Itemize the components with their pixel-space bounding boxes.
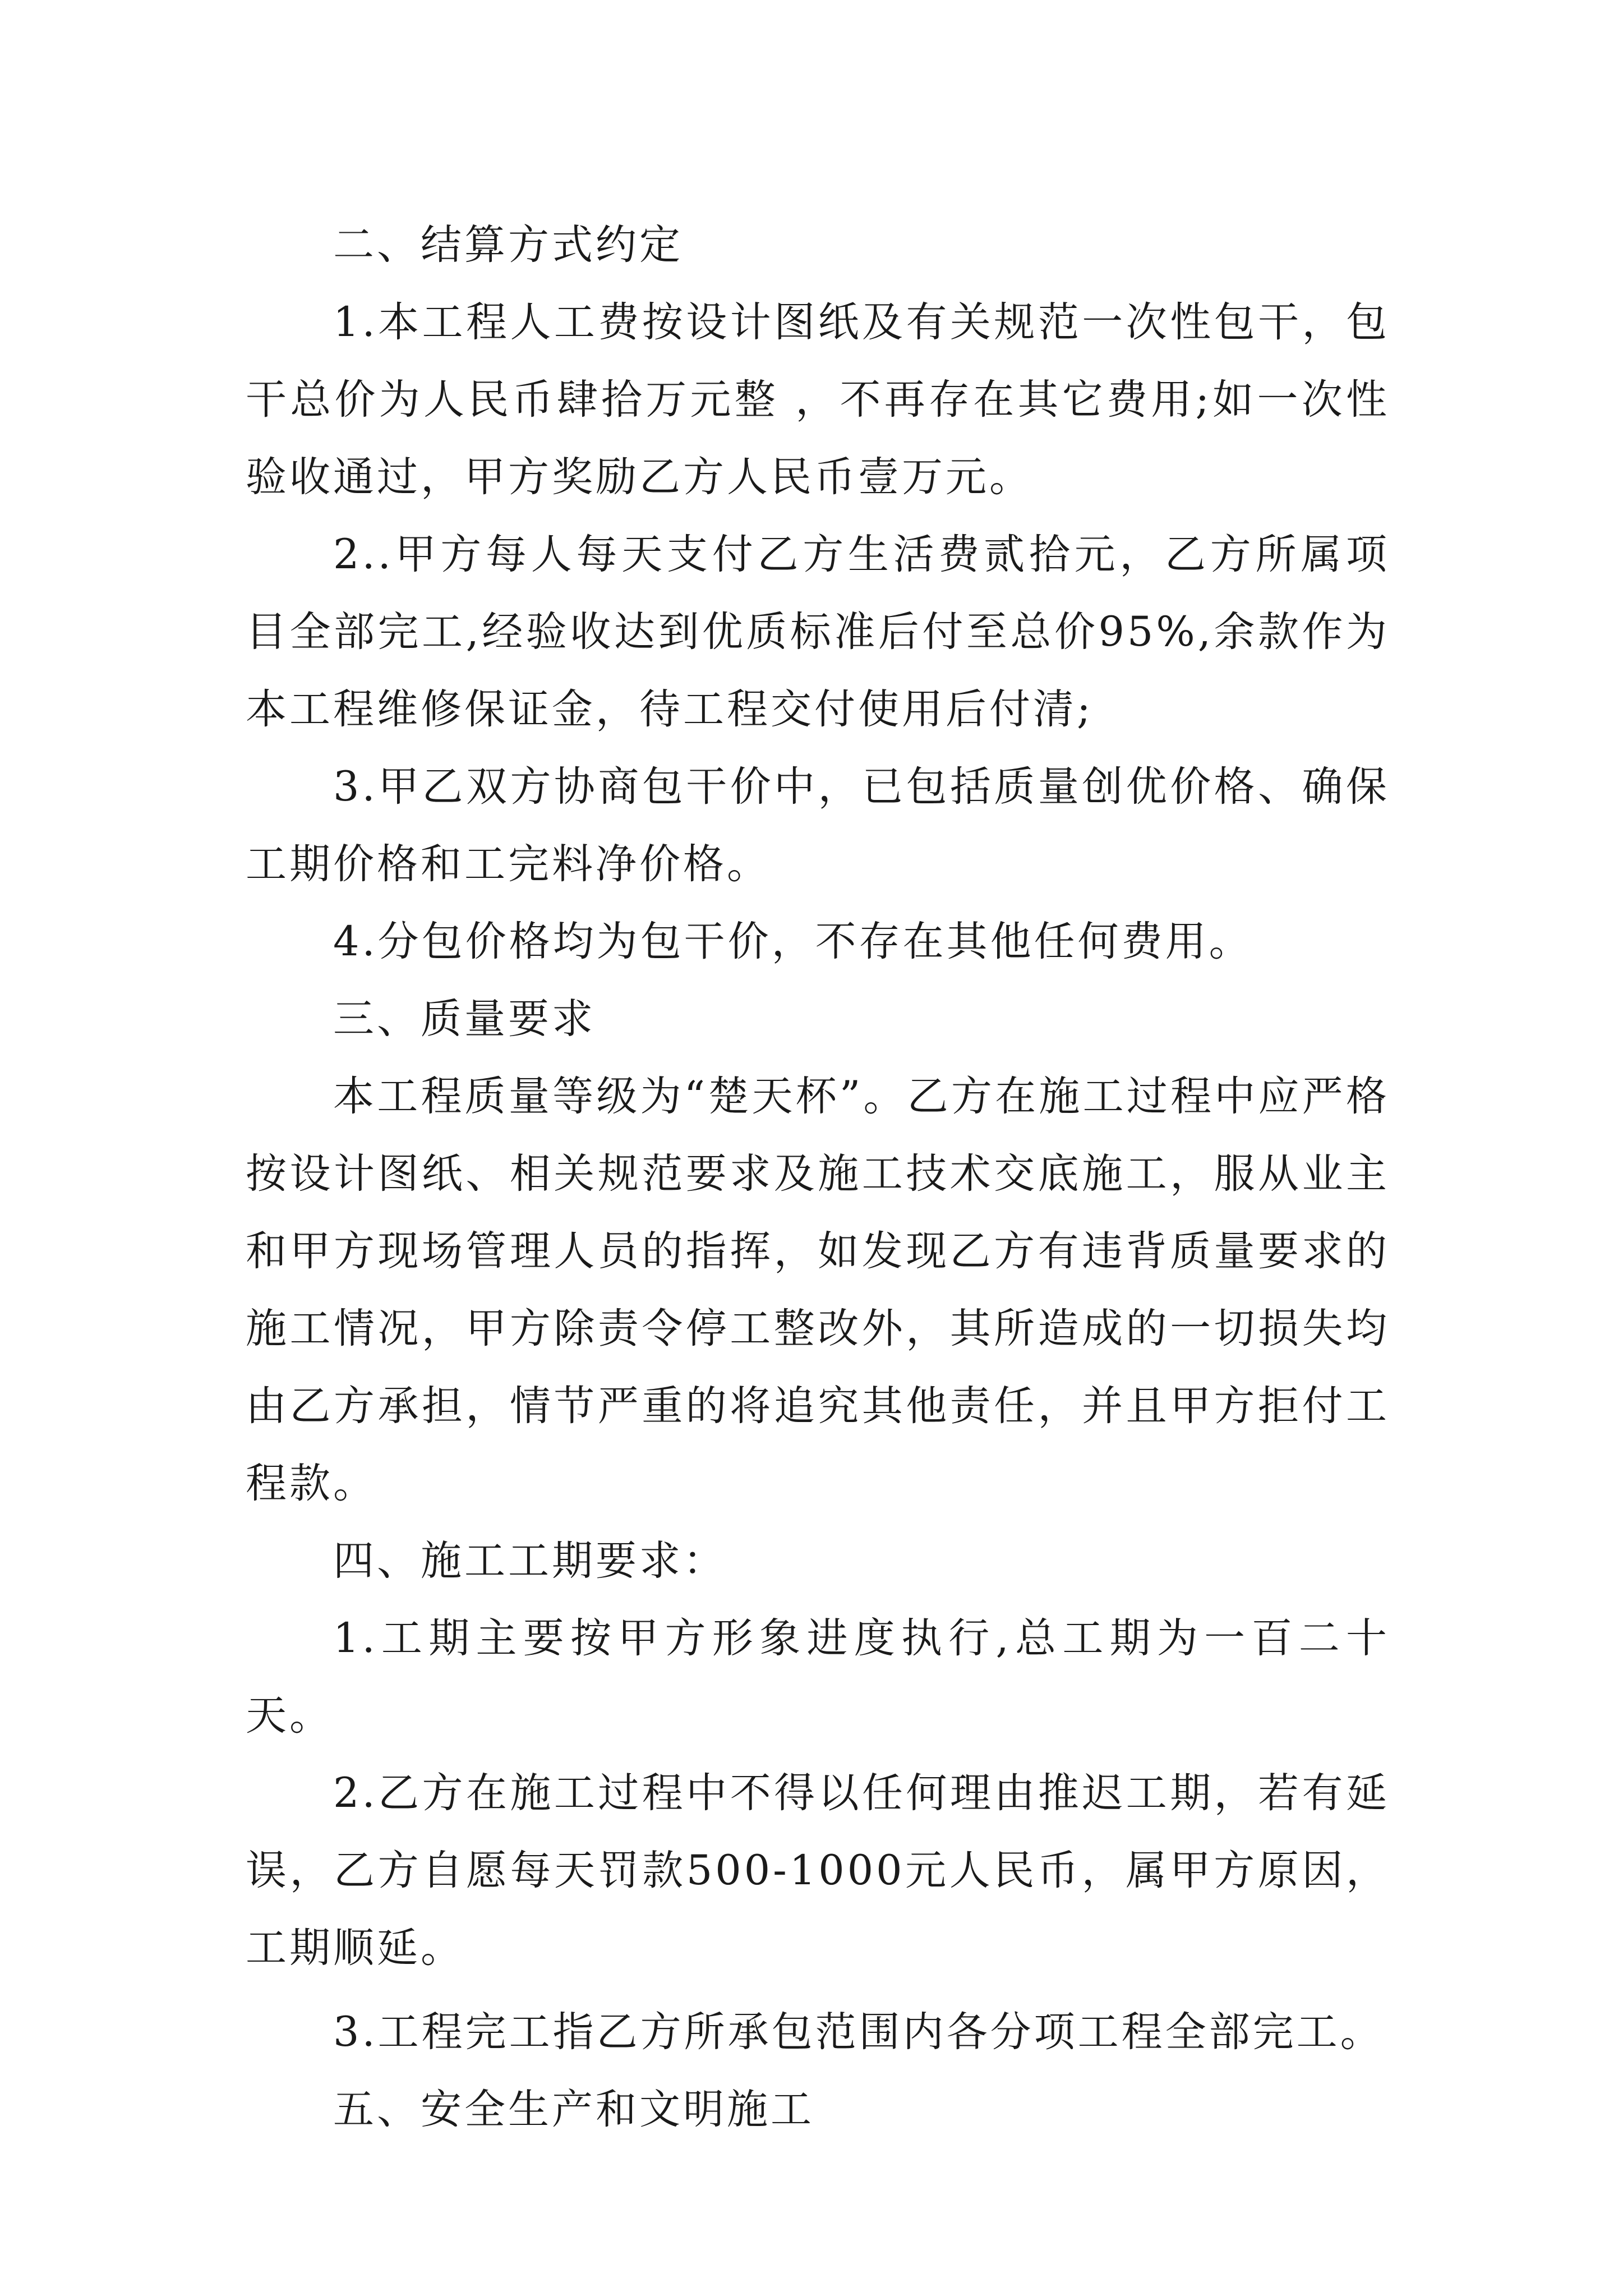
section-heading-quality: 三、质量要求 xyxy=(333,995,596,1043)
section-heading-schedule: 四、施工工期要求： xyxy=(333,1537,727,1585)
document-body xyxy=(246,206,1390,2148)
paragraph-settlement-2: 2..甲方每人每天支付乙方生活费贰拾元，乙方所属项目全部完工,经验收达到优质标准后付至总价95%,余款作为本工程维修保证金，待工程交付使用后付清; xyxy=(246,531,1390,733)
paragraph-quality: 本工程质量等级为“楚天杯”。乙方在施工过程中应严格按设计图纸、相关规范要求及施工技术交底施工，服从业主和甲方现场管理人员的指挥，如发现乙方有违背质量要求的施工情况，甲方除责令停工整改外，其所造成的一切损失均由乙方承担，情节严重的将追究其他责任，并且甲方拒付工程款。 xyxy=(246,1073,1390,1507)
section-heading-safety: 五、安全生产和文明施工 xyxy=(333,2086,814,2133)
paragraph-schedule-1: 1.工期主要按甲方形象进度执行,总工期为一百二十天。 xyxy=(246,1614,1390,1740)
paragraph-settlement-1: 1.本工程人工费按设计图纸及有关规范一次性包干，包干总价为人民币肆拾万元整 ，不再存在其它费用;如一次性验收通过，甲方奖励乙方人民币壹万元。 xyxy=(246,298,1390,501)
paragraph-schedule-2: 2.乙方在施工过程中不得以任何理由推迟工期，若有延误，乙方自愿每天罚款500-1000元人民币，属甲方原因，工期顺延。 xyxy=(246,1769,1390,1972)
paragraph-schedule-3: 3.工程完工指乙方所承包范围内各分项工程全部完工。 xyxy=(333,2008,1384,2056)
paragraph-settlement-3: 3.甲乙双方协商包干价中，已包括质量创优价格、确保工期价格和工完料净价格。 xyxy=(246,763,1390,888)
paragraph-settlement-4: 4.分包价格均为包干价，不存在其他任何费用。 xyxy=(333,918,1253,965)
section-heading-settlement: 二、结算方式约定 xyxy=(333,221,683,269)
